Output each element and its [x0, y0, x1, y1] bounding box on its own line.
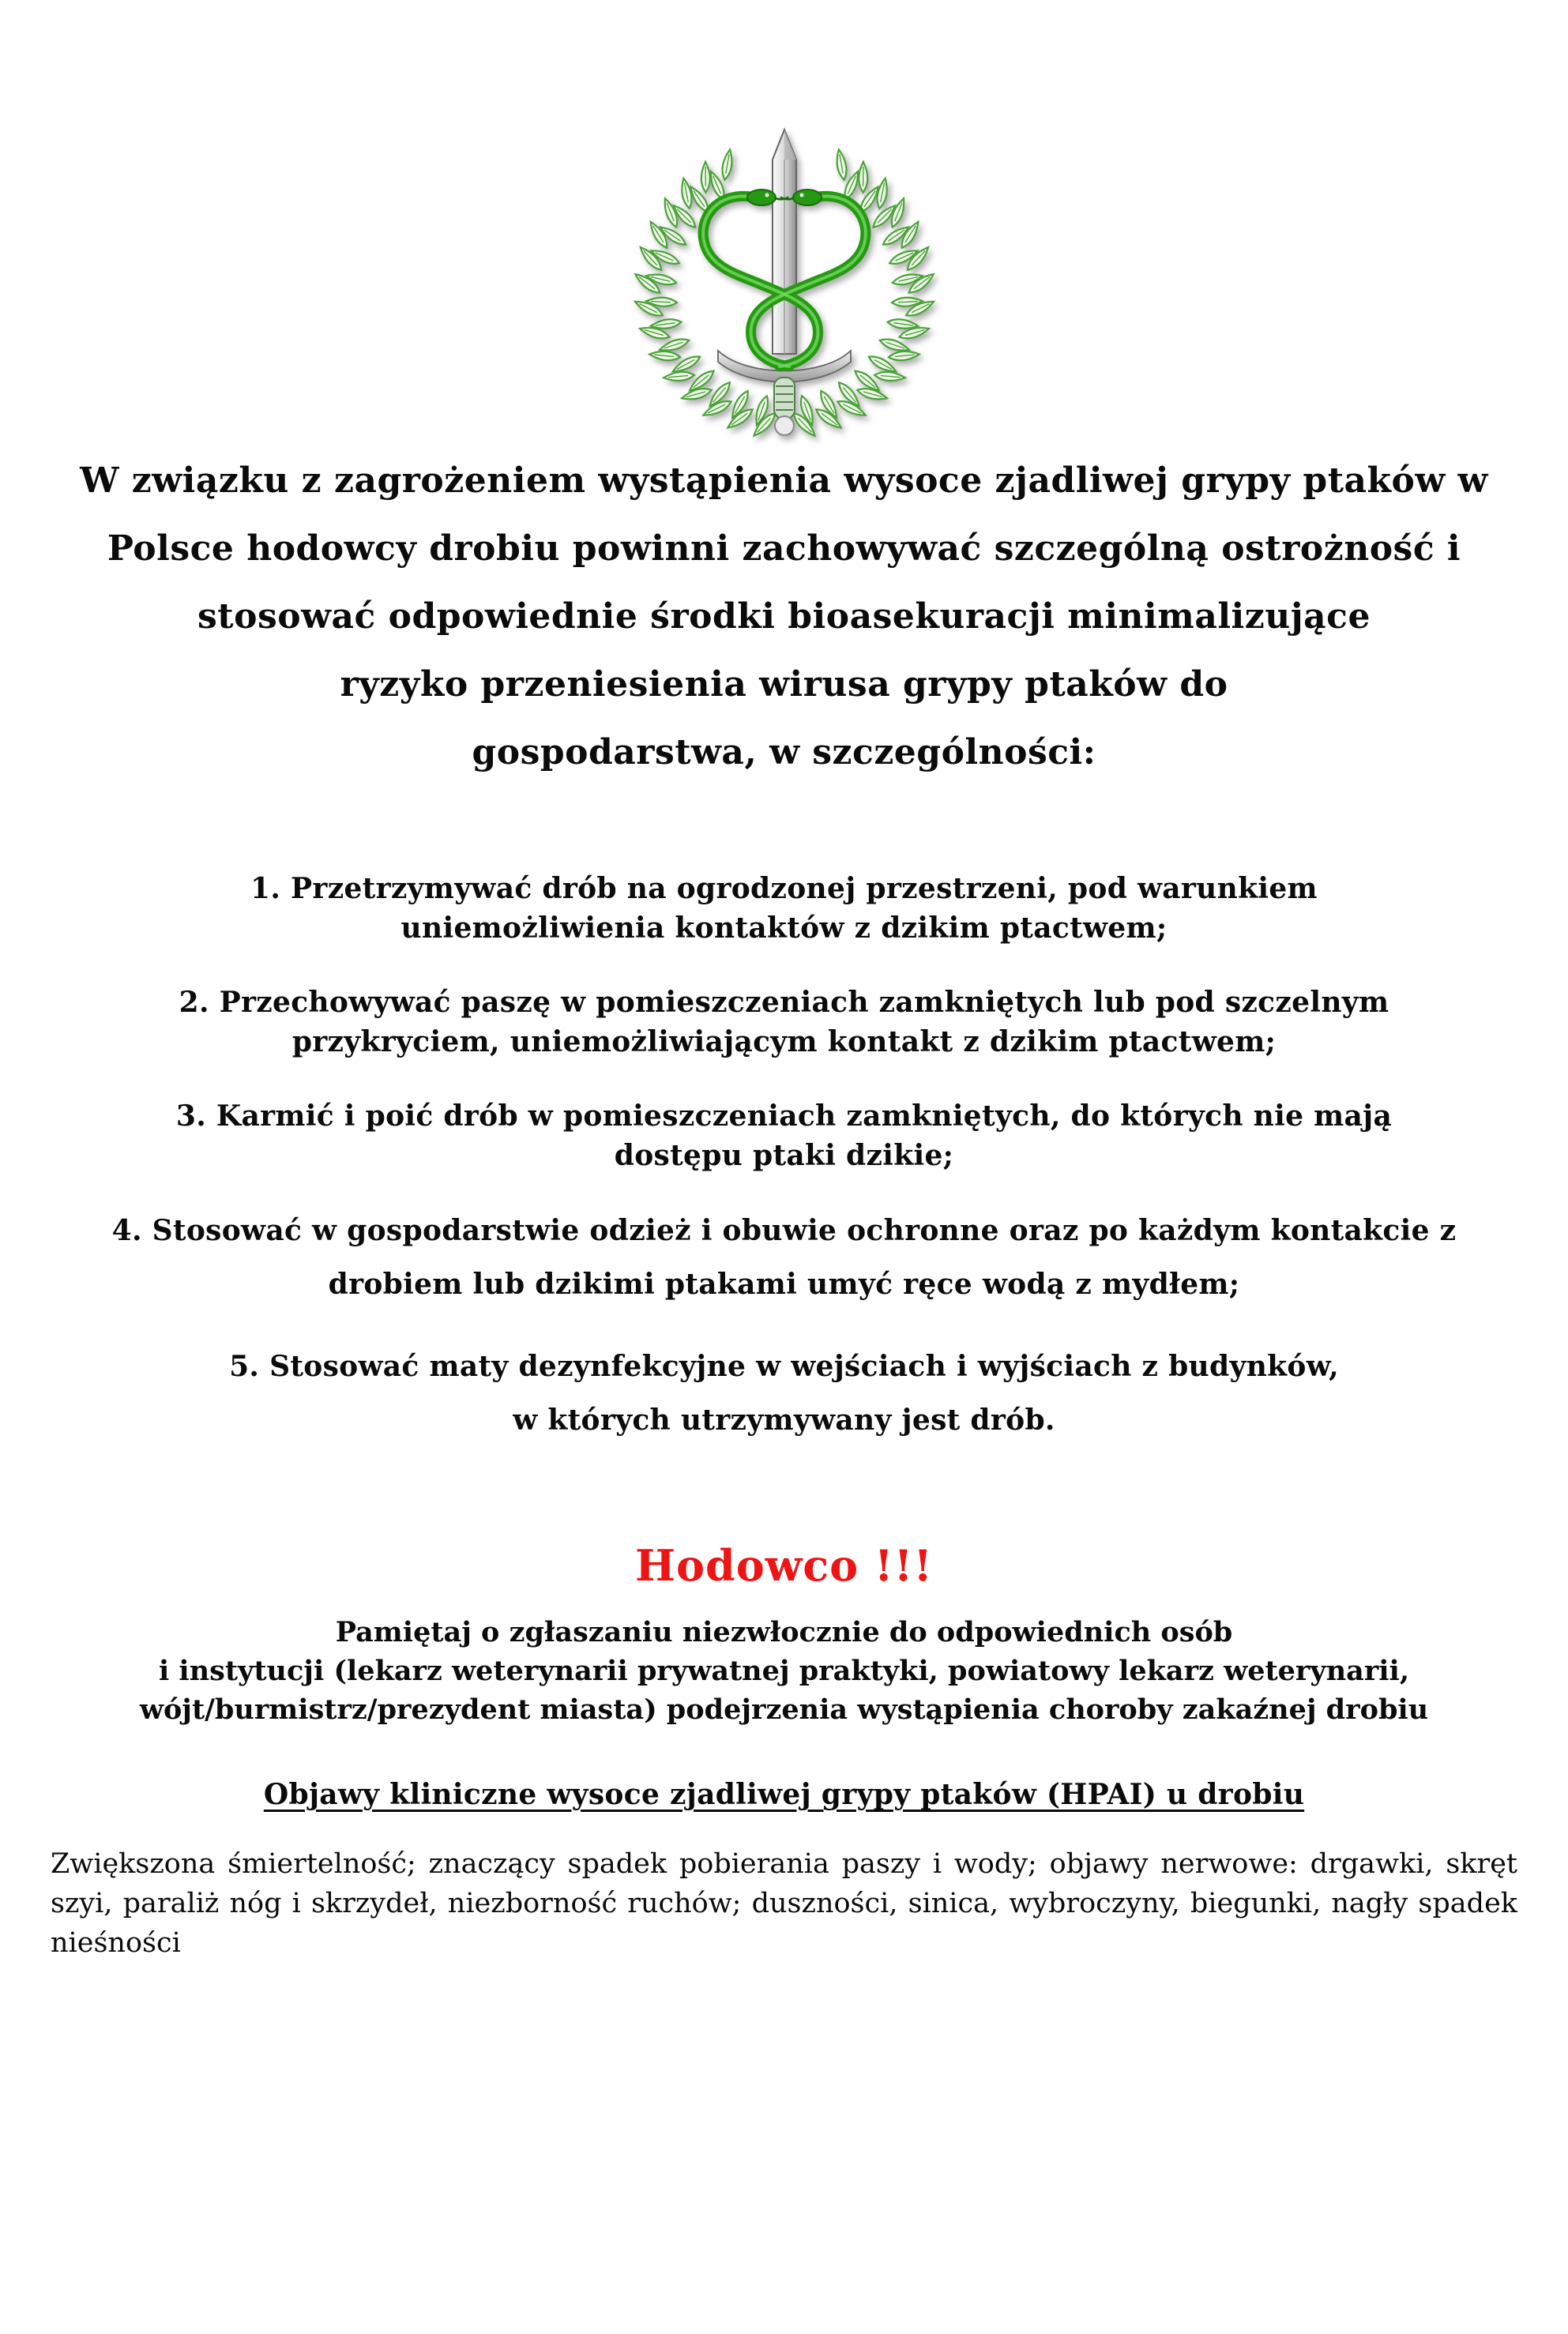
alert-paragraph — [0, 1613, 1568, 1729]
intro-heading-line: W związku z zagrożeniem wystąpienia wysoce zjadliwej grypy ptaków w — [80, 460, 1488, 501]
alert-heading: Hodowco !!! — [634, 1540, 934, 1591]
list-item-line: 1. Przetrzymywać drób na ogrodzonej przestrzeni, pod warunkiem — [250, 872, 1318, 905]
list-item-line: drobiem lub dzikimi ptakami umyć ręce wodą z mydłem; — [328, 1268, 1240, 1301]
list-item-line: 2. Przechowywać paszę w pomieszczeniach zamkniętych lub pod szczelnym — [179, 986, 1389, 1019]
biosecurity-list — [0, 869, 1568, 1447]
symptoms-heading: Objawy kliniczne wysoce zjadliwej grypy ptaków (HPAI) u drobiu — [263, 1778, 1305, 1811]
list-item-line: 3. Karmić i poić drób w pomieszczeniach zamkniętych, do których nie mają — [175, 1099, 1393, 1133]
intro-heading-line: ryzyko przeniesienia wirusa grypy ptaków do — [340, 664, 1228, 705]
alert-paragraph-line: wójt/burmistrz/prezydent miasta) podejrzenia wystąpienia choroby zakaźnej drobiu — [139, 1693, 1429, 1726]
list-item-line: 5. Stosować maty dezynfekcyjne w wejściach i wyjściach z budynków, — [229, 1350, 1339, 1383]
document-page — [0, 117, 1568, 2334]
list-item-5 — [0, 1340, 1568, 1447]
list-item-line: uniemożliwienia kontaktów z dzikim ptactwem; — [400, 911, 1168, 945]
list-item-line: 4. Stosować w gospodarstwie odzież i obuwie ochronne oraz po każdym kontakcie z — [111, 1214, 1457, 1247]
intro-heading-line: Polsce hodowcy drobiu powinni zachowywać szczególną ostrożność i — [107, 528, 1461, 569]
list-item-4 — [0, 1204, 1568, 1311]
list-item-2 — [0, 983, 1568, 1062]
list-item-1 — [0, 869, 1568, 948]
list-item-line: dostępu ptaki dzikie; — [614, 1139, 954, 1172]
list-item-line: przykryciem, uniemożliwiającym kontakt z dzikim ptactwem; — [291, 1025, 1277, 1058]
alert-paragraph-line: Pamiętaj o zgłaszaniu niezwłocznie do odpowiednich osób — [335, 1616, 1233, 1648]
symptoms-paragraph: Zwiększona śmiertelność; znaczący spadek pobierania paszy i wody; objawy nerwowe: drgawki, skręt szyi, paraliż nóg i skrzydeł, niezborność ruchów; duszności, sinica, wybroczyny, biegunki, nagły spadek nieśności — [51, 1848, 1517, 1959]
list-item-3 — [0, 1096, 1568, 1175]
caduceus-sword-wreath-icon — [626, 117, 942, 441]
intro-heading-line: stosować odpowiednie środki bioasekuracji minimalizujące — [197, 596, 1371, 637]
alert-paragraph-line: i instytucji (lekarz weterynarii prywatnej praktyki, powiatowy lekarz weterynarii, — [158, 1655, 1410, 1687]
list-item-line: w których utrzymywany jest drób. — [513, 1404, 1055, 1437]
intro-heading-line: gospodarstwa, w szczególności: — [472, 732, 1096, 772]
intro-heading — [0, 447, 1568, 787]
sword — [718, 130, 851, 435]
veterinary-inspection-logo — [626, 117, 942, 441]
